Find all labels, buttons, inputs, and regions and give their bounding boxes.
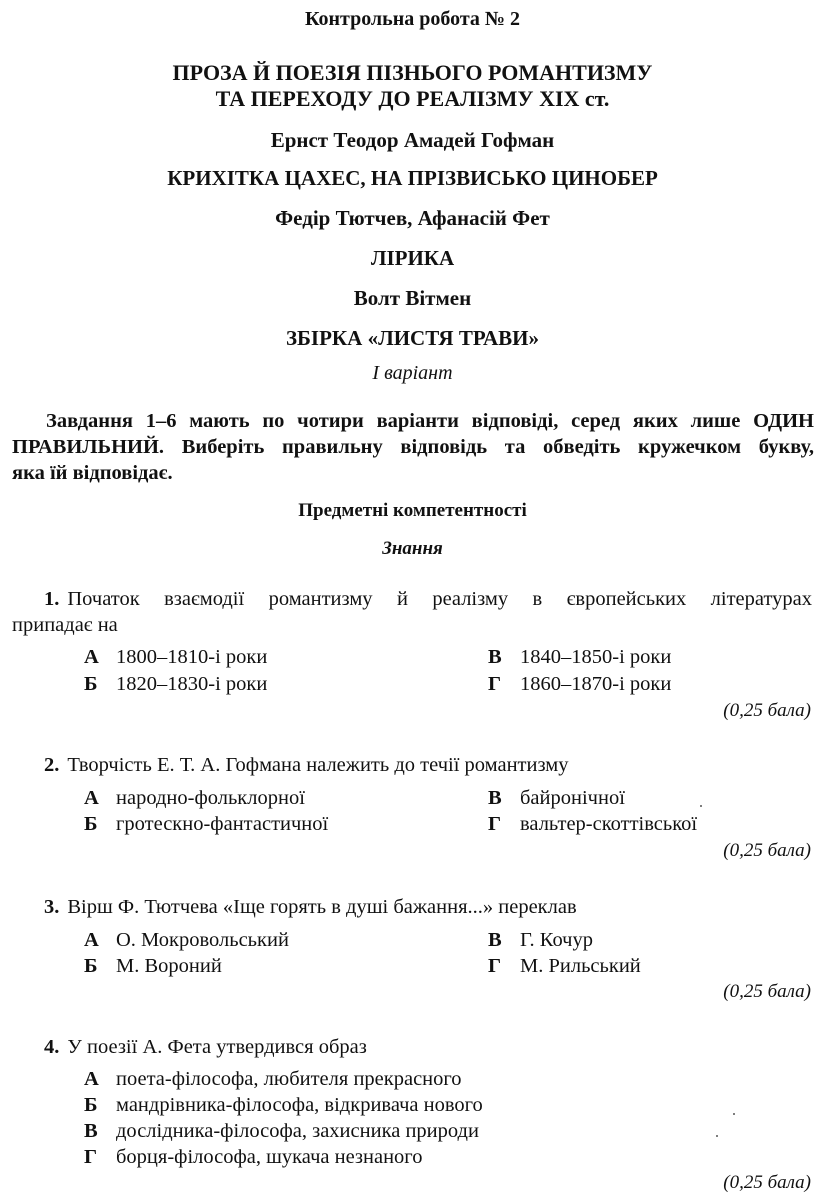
option-text: 1800–1810-і роки	[116, 646, 268, 668]
question-3	[12, 894, 812, 920]
option-text: мандрівника-філософа, відкривача нового	[116, 1094, 483, 1116]
option-text: 1840–1850-і роки	[520, 646, 672, 668]
question-1-points: (0,25 бала)	[723, 700, 811, 721]
option-text: поета-філософа, любителя прекрасного	[116, 1068, 462, 1090]
question-3-text: Вірш Ф. Тютчева «Іще горять в душі бажання...» переклав	[67, 896, 577, 918]
question-4-points: (0,25 бала)	[723, 1172, 811, 1193]
question-4-option-v[interactable]	[84, 1120, 479, 1143]
option-text: М. Рильський	[520, 955, 641, 977]
option-text: О. Мокровольський	[116, 929, 289, 951]
question-3-option-a[interactable]	[84, 929, 289, 952]
option-text: байронічної	[520, 787, 625, 809]
question-4-option-g[interactable]	[84, 1146, 422, 1169]
question-2-option-b[interactable]	[84, 813, 328, 836]
competence-heading: Предметні компетентності	[298, 500, 527, 521]
option-letter: Г	[84, 1146, 98, 1168]
option-text: вальтер-скоттівської	[520, 813, 698, 835]
option-letter: В	[488, 787, 502, 809]
question-2-text: Творчість Е. Т. А. Гофмана належить до течії романтизму	[67, 754, 569, 776]
option-letter: В	[84, 1120, 98, 1142]
question-1-number: 1.	[44, 588, 60, 610]
option-text: 1860–1870-і роки	[520, 673, 672, 695]
question-2	[12, 752, 812, 778]
question-1-text-line2: припадає на	[12, 614, 118, 636]
option-text: дослідника-філософа, захисника природи	[116, 1120, 479, 1142]
instructions-line1: Завдання 1–6 мають по чотири варіанти відповіді, серед яких лише ОДИН	[46, 410, 814, 432]
instructions	[12, 408, 814, 486]
option-letter: Б	[84, 673, 98, 695]
option-text: борця-філософа, шукача незнаного	[116, 1146, 423, 1168]
option-text: гротескно-фантастичної	[116, 813, 329, 835]
question-4-text: У поезії А. Фета утвердився образ	[67, 1036, 367, 1058]
question-1-option-v[interactable]	[488, 646, 671, 669]
question-2-option-a[interactable]	[84, 787, 305, 810]
option-letter: Г	[488, 955, 502, 977]
option-letter: Г	[488, 673, 502, 695]
scan-speck	[700, 805, 702, 807]
question-4-number: 4.	[44, 1036, 60, 1058]
option-letter: А	[84, 646, 99, 668]
question-2-option-v[interactable]	[488, 787, 625, 810]
section-title-line2: ТА ПЕРЕХОДУ ДО РЕАЛІЗМУ XIX ст.	[215, 86, 610, 111]
option-letter: Б	[84, 955, 98, 977]
question-2-number: 2.	[44, 754, 60, 776]
option-letter: Г	[488, 813, 502, 835]
question-3-points: (0,25 бала)	[723, 981, 811, 1002]
section-title-line1: ПРОЗА Й ПОЕЗІЯ ПІЗНЬОГО РОМАНТИЗМУ	[172, 60, 653, 85]
option-letter: А	[84, 787, 99, 809]
question-1-option-a[interactable]	[84, 646, 267, 669]
question-3-option-g[interactable]	[488, 955, 641, 978]
author-whitman: Волт Вітмен	[353, 286, 472, 310]
question-4	[12, 1034, 812, 1060]
option-letter: В	[488, 646, 502, 668]
option-letter: Б	[84, 813, 98, 835]
question-1-text-line1: Початок взаємодії романтизму й реалізму в європейських літературах	[67, 588, 812, 610]
knowledge-heading: Знання	[382, 538, 443, 559]
work-title-leaves-of-grass: ЗБІРКА «ЛИСТЯ ТРАВИ»	[285, 326, 540, 350]
option-text: народно-фольклорної	[116, 787, 305, 809]
question-1-option-b[interactable]	[84, 673, 267, 696]
question-3-option-b[interactable]	[84, 955, 222, 978]
work-title-lyrics: ЛІРИКА	[370, 246, 455, 270]
author-hoffmann: Ернст Теодор Амадей Гофман	[270, 128, 555, 152]
question-4-option-a[interactable]	[84, 1068, 462, 1091]
option-letter: А	[84, 1068, 99, 1090]
option-text: 1820–1830-і роки	[116, 673, 268, 695]
author-tyutchev-fet: Федір Тютчев, Афанасій Фет	[275, 206, 550, 230]
question-3-option-v[interactable]	[488, 929, 593, 952]
option-text: М. Вороний	[116, 955, 222, 977]
option-text: Г. Кочур	[520, 929, 593, 951]
scan-speck	[716, 1135, 718, 1137]
instructions-line3: яка їй відповідає.	[12, 462, 173, 484]
option-letter: А	[84, 929, 99, 951]
question-3-number: 3.	[44, 896, 60, 918]
question-1-text	[12, 586, 812, 612]
question-1	[12, 586, 812, 638]
work-title-zaches: КРИХІТКА ЦАХЕС, НА ПРІЗВИСЬКО ЦИНОБЕР	[167, 166, 658, 190]
instructions-line2: ПРАВИЛЬНИЙ. Виберіть правильну відповідь та обведіть кружечком букву,	[12, 436, 814, 458]
question-2-points: (0,25 бала)	[723, 840, 811, 861]
question-4-option-b[interactable]	[84, 1094, 483, 1117]
scan-speck	[733, 1113, 735, 1115]
work-title: Контрольна робота № 2	[304, 8, 521, 30]
variant-label: I варіант	[372, 362, 453, 384]
option-letter: В	[488, 929, 502, 951]
question-2-option-g[interactable]	[488, 813, 697, 836]
question-1-option-g[interactable]	[488, 673, 671, 696]
option-letter: Б	[84, 1094, 98, 1116]
